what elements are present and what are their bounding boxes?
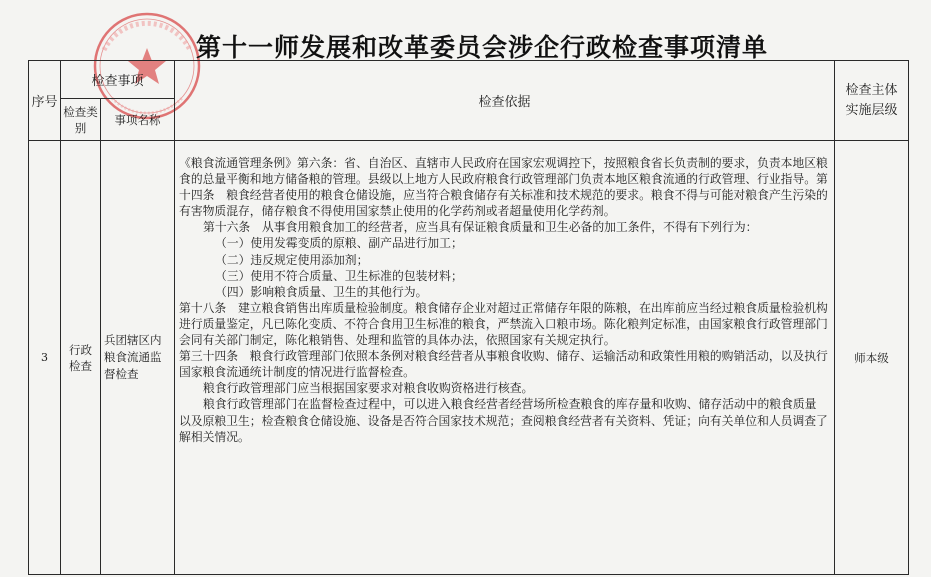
basis-paragraph: 第十八条 建立粮食销售出库质量检验制度。粮食储存企业对超过正常储存年限的陈粮，在出库前应当经过粮食质量检验机构进行质量鉴定，凡已陈化变质、不符合食用卫生标准的粮食，严禁流入口粮市场。陈化粮判定标准，由国家粮食行政管理部门会同有关部门制定，陈化粮销售、处理和监管的具体办法，依照国家有关规定执行。 [179,300,828,348]
inspection-table [28,60,909,575]
basis-paragraph: 《粮食流通管理条例》第六条：省、自治区、直辖市人民政府在国家宏观调控下，按照粮食省长负责制的要求，负责本地区粮食的总量平衡和地方储备粮的管理。县级以上地方人民政府粮食行政管理部门负责本地区粮食流通的行政管理、行业指导。第十四条 粮食经营者使用的粮食仓储设施，应当符合粮食储存有关标准和技术规范的要求。粮食不得与可能对粮食产生污染的有害物质混存，储存粮食不得使用国家禁止使用的化学药剂或者超量使用化学药剂。 [179,156,828,219]
row-name: 兵团辖区内粮食流通监督检查 [101,141,175,575]
header-name: 事项名称 [101,99,175,141]
header-seq: 序号 [29,61,61,141]
basis-list-item: （二）违反规定使用添加剂； [215,252,369,267]
row-category: 行政检查 [61,141,101,575]
basis-paragraph: 第三十四条 粮食行政管理部门依照本条例对粮食经营者从事粮食收购、储存、运输活动和政策性用粮的购销活动，以及执行国家粮食流通统计制度的情况进行监督检查。 [179,349,828,380]
row-basis [175,141,835,575]
header-level: 检查主体实施层级 [835,61,909,141]
basis-paragraph: 粮食行政管理部门应当根据国家要求对粮食收购资格进行核查。 [203,381,534,396]
header-basis: 检查依据 [175,61,835,141]
basis-paragraph: 粮食行政管理部门在监督检查过程中，可以进入粮食经营者经营场所检查粮食的库存量和收购、储存活动中的粮食质量以及原粮卫生；检查粮食仓储设施、设备是否符合国家技术规范；查阅粮食经营者有关资料、凭证；向有关单位和人员调查了解相关情况。 [179,397,828,444]
basis-list-item: （三）使用不符合质量、卫生标准的包装材料； [215,268,463,283]
header-category: 检查类别 [61,99,101,141]
page-title: 第十一师发展和改革委员会涉企行政检查事项清单 [196,33,769,62]
row-level: 师本级 [835,141,909,575]
basis-paragraph: 第十六条 从事食用粮食加工的经营者，应当具有保证粮食质量和卫生必备的加工条件，不得有下列行为： [203,220,758,235]
basis-list-item: （四）影响粮食质量、卫生的其他行为。 [215,284,428,299]
header-item: 检查事项 [61,61,175,99]
row-seq: 3 [29,141,61,575]
table-row [29,141,909,575]
basis-list-item: （一）使用发霉变质的原粮、副产品进行加工； [215,236,463,251]
